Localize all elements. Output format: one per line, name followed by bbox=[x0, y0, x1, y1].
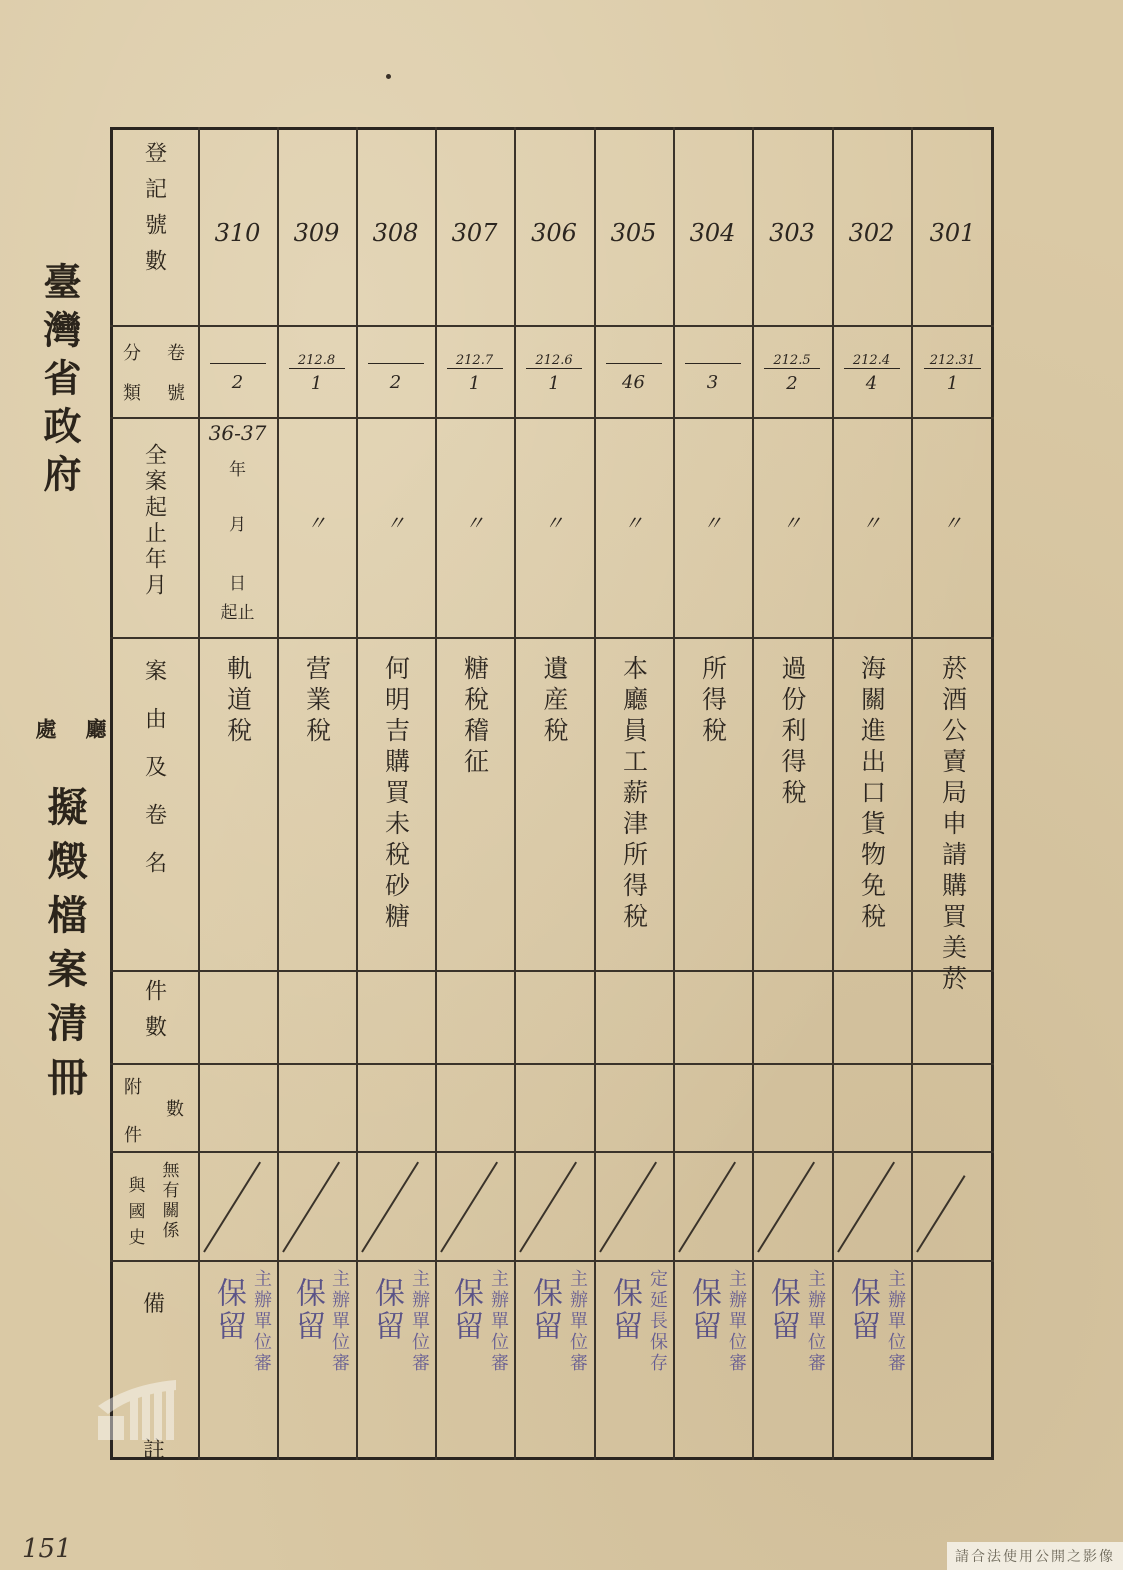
reg-no-306: 306 bbox=[531, 219, 577, 247]
reg-no-302: 302 bbox=[848, 219, 895, 247]
col-divider bbox=[198, 127, 200, 1460]
period-ditto-301: 〃 bbox=[942, 511, 963, 535]
header-remark-bot: 註 bbox=[142, 1438, 165, 1463]
reg-no-304: 304 bbox=[689, 219, 736, 247]
stamp-retain-305: 保留 bbox=[607, 1277, 642, 1343]
period-ditto-308: 〃 bbox=[385, 511, 406, 535]
dept-label-ting: 廳 bbox=[83, 718, 108, 741]
stamp-retain-304: 保留 bbox=[686, 1277, 721, 1343]
subject-307: 糖稅稽征 bbox=[460, 655, 490, 779]
reg-no-310: 310 bbox=[214, 219, 261, 247]
reg-no-303: 303 bbox=[769, 219, 815, 247]
ink-dot bbox=[386, 74, 391, 79]
archive-ledger-table bbox=[110, 127, 994, 1463]
period-ditto-303: 〃 bbox=[782, 511, 802, 535]
header-class-vol: 分 卷 類 號 bbox=[123, 343, 185, 404]
class-vol-302: 212.4 4 bbox=[832, 349, 911, 394]
header-reg-no: 登記號數 bbox=[141, 141, 167, 285]
row-divider bbox=[110, 1260, 994, 1262]
reg-no-305: 305 bbox=[610, 219, 657, 247]
stamp-retain-309: 保留 bbox=[290, 1277, 325, 1343]
class-vol-301: 212.31 1 bbox=[911, 349, 994, 394]
class-vol-309: 212.8 1 bbox=[277, 349, 356, 394]
subject-309: 营業稅 bbox=[302, 655, 332, 748]
col-divider bbox=[435, 127, 437, 1460]
stamp-unit-309: 主辦單位審 bbox=[329, 1269, 350, 1374]
reg-no-307: 307 bbox=[451, 219, 498, 247]
period-310: 36-37 年 月 日 起止 bbox=[208, 421, 267, 623]
stamp-retain-308: 保留 bbox=[369, 1277, 404, 1343]
subject-308: 何明吉購買未稅砂糖 bbox=[381, 655, 411, 934]
subject-301: 菸酒公賣局申請購買美菸 bbox=[938, 655, 968, 996]
class-vol-310: 2 bbox=[198, 349, 277, 393]
stamp-retain-303: 保留 bbox=[765, 1277, 800, 1343]
subject-306: 遺産稅 bbox=[540, 655, 569, 748]
subject-304: 所得稅 bbox=[698, 655, 728, 748]
header-subject: 案由及卷名 bbox=[141, 659, 167, 899]
class-vol-305: 46 bbox=[594, 349, 673, 393]
period-ditto-306: 〃 bbox=[544, 511, 564, 535]
row-divider bbox=[110, 325, 994, 327]
row-divider bbox=[110, 1151, 994, 1153]
header-attachments: 附 數 件 bbox=[124, 1077, 184, 1146]
period-ditto-302: 〃 bbox=[861, 511, 882, 535]
subject-302: 海關進出口貨物免稅 bbox=[857, 655, 887, 934]
row-divider bbox=[110, 1063, 994, 1065]
class-vol-307: 212.7 1 bbox=[435, 349, 514, 394]
header-count: 件數 bbox=[141, 979, 167, 1051]
row-divider bbox=[110, 417, 994, 419]
class-vol-303: 212.5 2 bbox=[752, 349, 832, 394]
period-ditto-304: 〃 bbox=[702, 511, 723, 535]
stamp-retain-302: 保留 bbox=[845, 1277, 880, 1343]
government-title: 臺灣省政府 bbox=[37, 262, 82, 502]
class-vol-304: 3 bbox=[673, 349, 752, 393]
col-divider bbox=[673, 127, 675, 1460]
stamp-unit-304: 主辦單位審 bbox=[726, 1269, 747, 1374]
stamp-unit-305: 定延長保存 bbox=[647, 1269, 668, 1374]
period-ditto-309: 〃 bbox=[306, 511, 327, 535]
class-vol-308: 2 bbox=[356, 349, 435, 393]
stamp-retain-306: 保留 bbox=[527, 1277, 562, 1343]
row-divider bbox=[110, 637, 994, 639]
stamp-retain-307: 保留 bbox=[448, 1277, 483, 1343]
dept-label-chu: 處 bbox=[33, 718, 58, 741]
period-ditto-305: 〃 bbox=[623, 511, 644, 535]
stamp-unit-302: 主辦單位審 bbox=[885, 1269, 906, 1374]
subject-303: 過份利得稅 bbox=[778, 655, 807, 810]
header-history: 與 國 史 無 有 關 係 bbox=[128, 1161, 180, 1248]
reg-no-301: 301 bbox=[929, 219, 976, 247]
period-ditto-307: 〃 bbox=[464, 511, 485, 535]
reg-no-308: 308 bbox=[372, 219, 419, 247]
stamp-unit-306: 主辦單位審 bbox=[567, 1269, 588, 1374]
subject-305: 本廳員工薪津所得稅 bbox=[619, 655, 649, 934]
col-divider bbox=[277, 127, 279, 1460]
class-vol-306: 212.6 1 bbox=[514, 349, 594, 394]
stamp-unit-307: 主辦單位審 bbox=[488, 1269, 509, 1374]
subject-310: 軌道稅 bbox=[223, 655, 253, 748]
page-number: 151 bbox=[22, 1534, 72, 1564]
document-title: 擬燬檔案清冊 bbox=[41, 786, 88, 1110]
stamp-unit-310: 主辦單位審 bbox=[251, 1269, 272, 1374]
archive-logo-icon bbox=[90, 1376, 180, 1446]
col-divider bbox=[514, 127, 516, 1460]
reg-no-309: 309 bbox=[293, 219, 340, 247]
stamp-retain-310: 保留 bbox=[211, 1277, 246, 1343]
row-divider bbox=[110, 970, 994, 972]
usage-watermark: 請合法使用公開之影像 bbox=[947, 1542, 1123, 1570]
stamp-unit-308: 主辦單位審 bbox=[409, 1269, 430, 1374]
header-period: 全案起止年月 bbox=[141, 443, 167, 599]
stamp-unit-303: 主辦單位審 bbox=[805, 1269, 826, 1374]
header-remark-top: 備 bbox=[142, 1292, 165, 1317]
